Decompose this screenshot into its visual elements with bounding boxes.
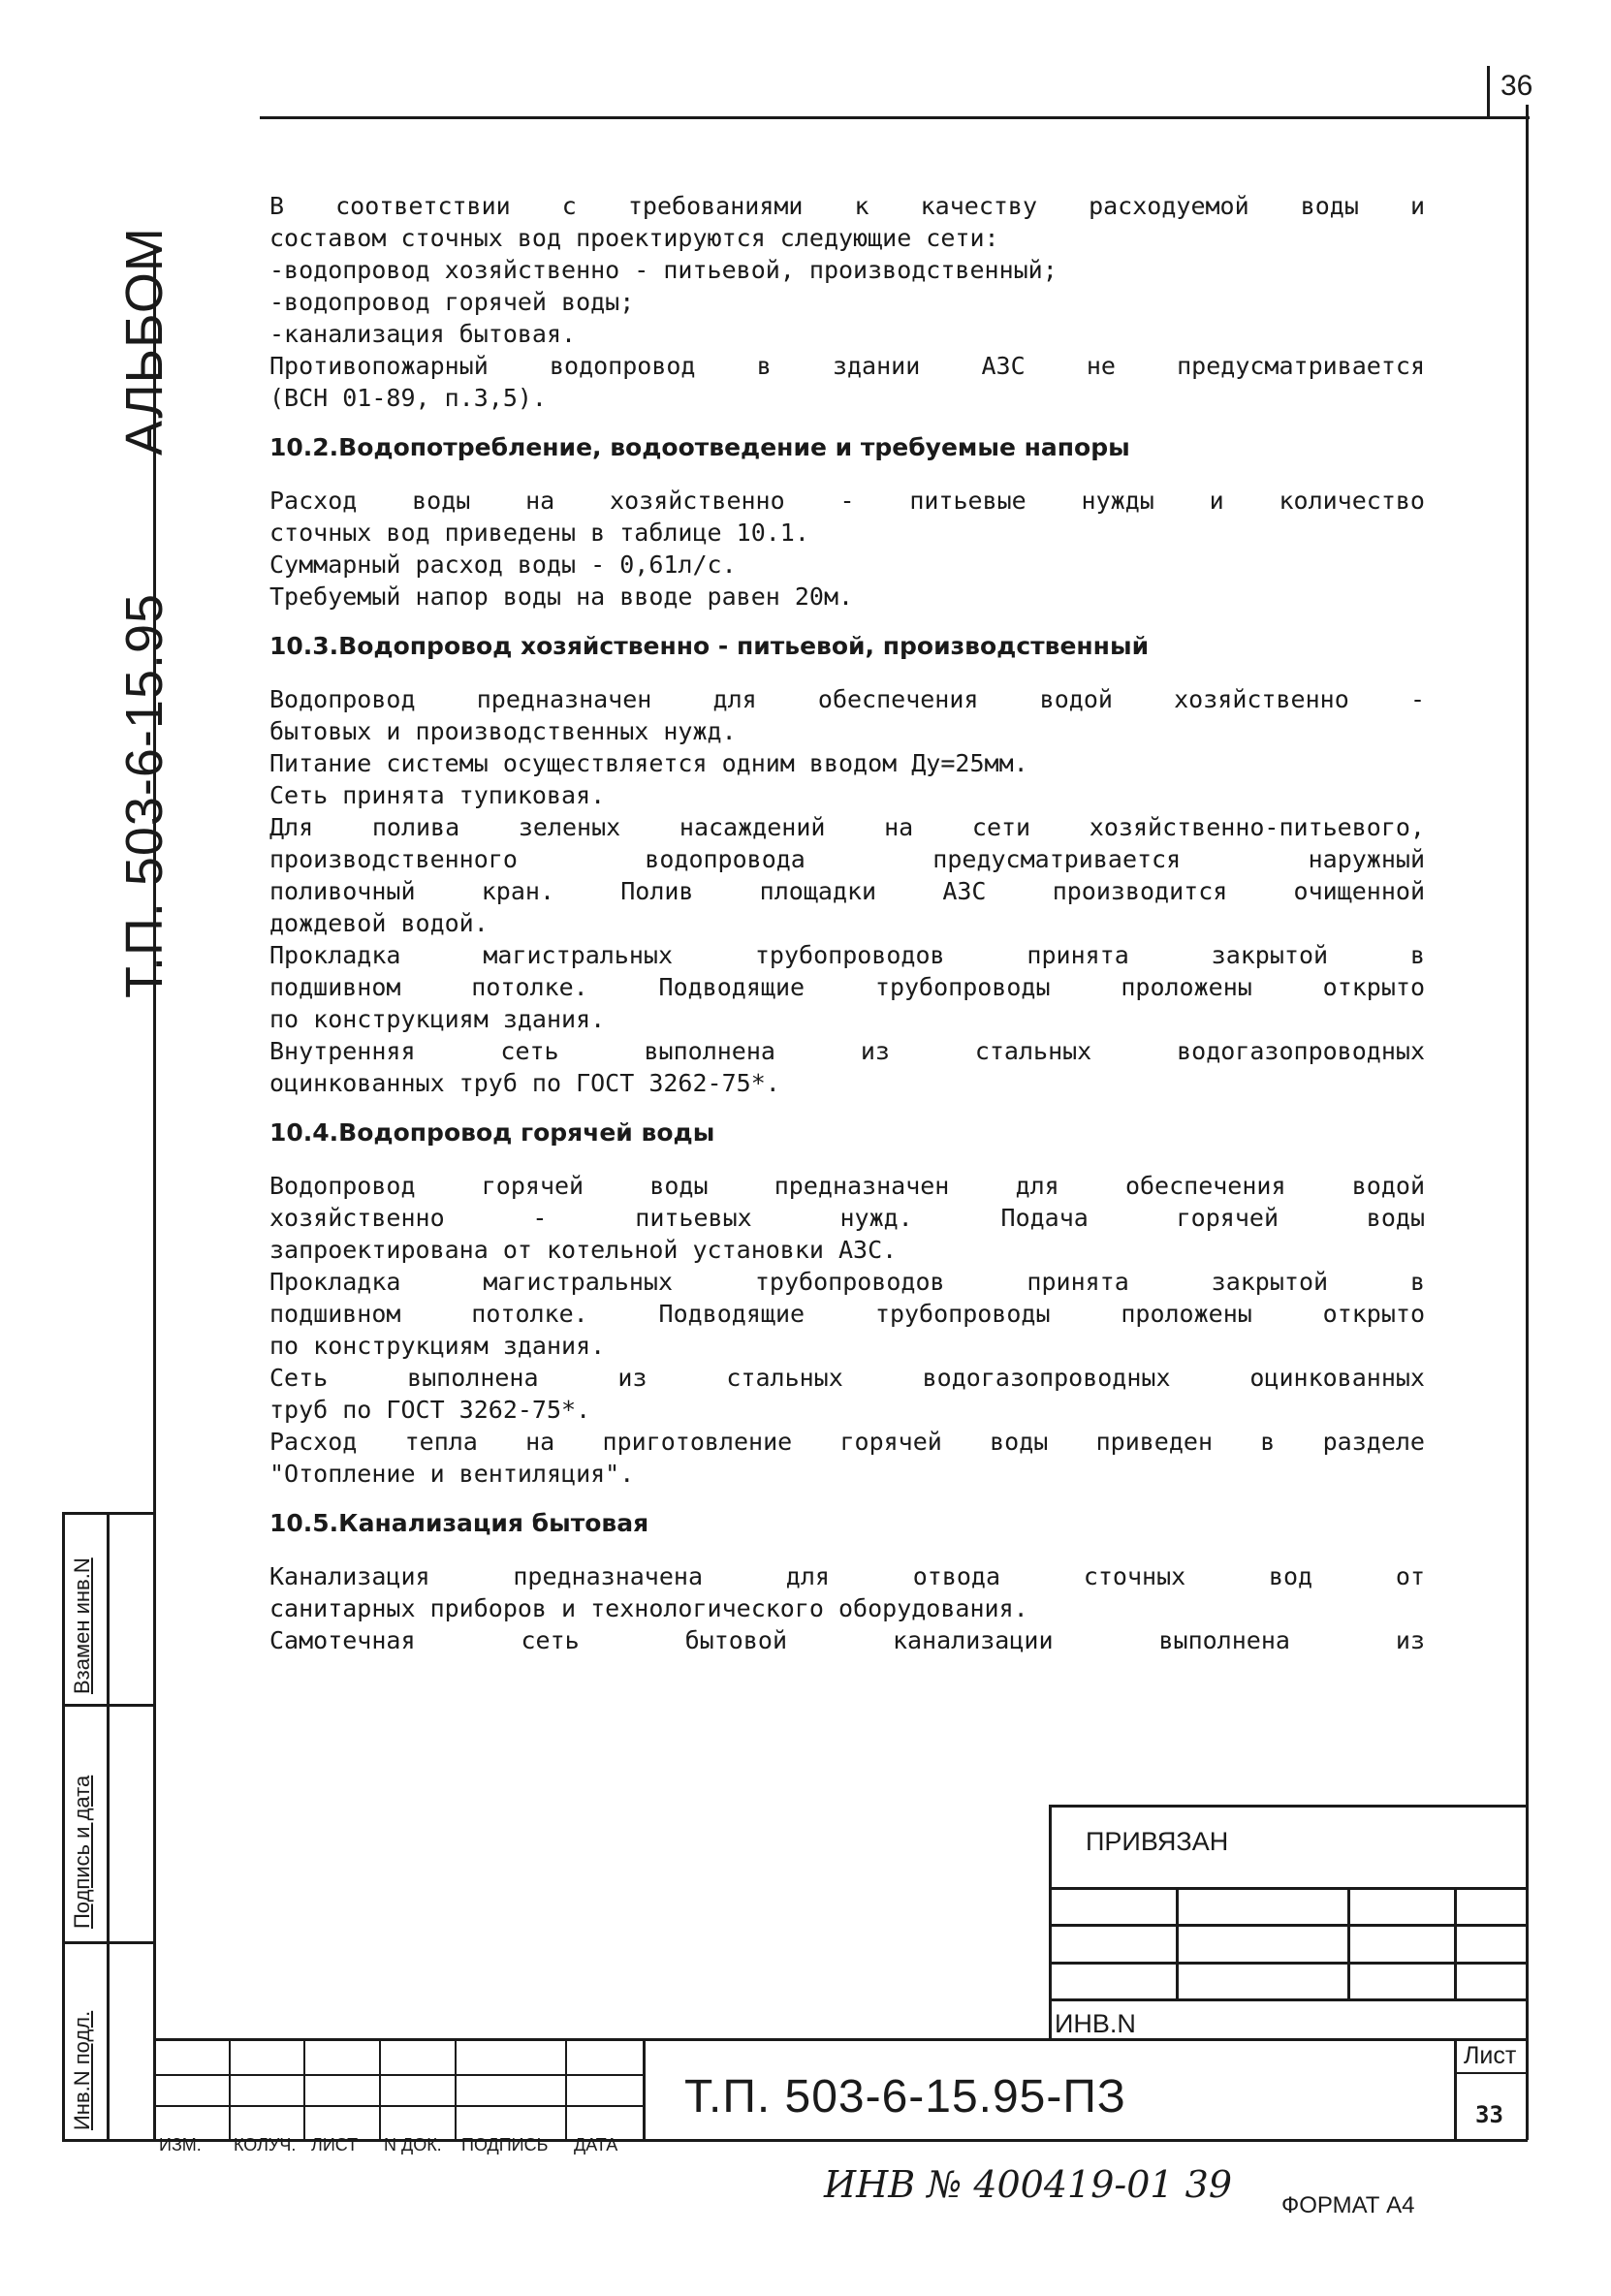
margin-mid-line	[107, 1512, 110, 2142]
handwritten-inventory: ИНВ № 400419-01 39	[824, 2163, 1233, 2206]
sheet-col-line	[1454, 2038, 1457, 2141]
rev-row-1	[153, 2074, 643, 2076]
text-line: Водопровод предназначен для обеспечения водой хозяйственно -	[269, 685, 1425, 713]
text-line: Самотечная сеть бытовой канализации выполнена из	[269, 1626, 1425, 1654]
rev-header-list: ЛИСТ	[311, 2135, 359, 2154]
text-line: подшивном потолке. Подводящие трубопроводы проложены открыто	[269, 973, 1425, 1001]
text-line: по конструкциям здания.	[269, 1332, 606, 1360]
privyazan-top-line	[1049, 1805, 1528, 1808]
text-line: труб по ГОСТ 3262-75*.	[269, 1396, 591, 1424]
text-line: Внутренняя сеть выполнена из стальных водогазопроводных	[269, 1037, 1425, 1065]
section-3-body	[269, 683, 1425, 1099]
rev-row-2	[153, 2105, 643, 2107]
frame-top-line	[260, 116, 1530, 119]
text-line: дождевой водой.	[269, 909, 489, 937]
text-line: подшивном потолке. Подводящие трубопроводы проложены открыто	[269, 1300, 1425, 1328]
frame-corner-tick	[1487, 66, 1490, 116]
sheet-corner-number: 36	[1500, 70, 1533, 102]
rev-col-2	[303, 2038, 305, 2141]
rev-col-4	[455, 2038, 457, 2141]
text-line: Требуемый напор воды на вводе равен 20м.	[269, 582, 854, 611]
stamp-replace-inv: Взамен инв.N	[70, 1557, 94, 1694]
text-line: санитарных приборов и технологического оборудования.	[269, 1594, 1028, 1622]
rev-header-podpis: ПОДПИСЬ	[461, 2135, 549, 2154]
title-block-top-line	[153, 2038, 1528, 2041]
text-line: Прокладка магистральных трубопроводов принята закрытой в	[269, 1268, 1425, 1296]
text-line: "Отопление и вентиляция".	[269, 1460, 635, 1488]
frame-right-line	[1526, 105, 1529, 2140]
text-line: запроектирована от котельной установки АЗС.	[269, 1236, 898, 1264]
section-heading: 10.3.Водопровод хозяйственно - питьевой, производственный	[269, 632, 1150, 660]
sheet-label: Лист	[1464, 2042, 1517, 2069]
privyazan-left-line	[1049, 1805, 1052, 2039]
inv-number-label: ИНВ.N	[1055, 2009, 1136, 2038]
text-line: Водопровод горячей воды предназначен для обеспечения водой	[269, 1172, 1425, 1200]
title-block-bottom-line	[153, 2139, 1528, 2142]
margin-outer-line	[62, 1512, 65, 2142]
margin-inner-line	[153, 247, 156, 2142]
privyazan-label: ПРИВЯЗАН	[1086, 1827, 1229, 1856]
text-line: сточных вод приведены в таблице 10.1.	[269, 519, 809, 547]
text-line: -водопровод горячей воды;	[269, 288, 635, 316]
stamp-sign-date: Подпись и дата	[70, 1775, 94, 1929]
text-line: бытовых и производственных нужд.	[269, 717, 737, 745]
privyazan-col-2	[1347, 1887, 1350, 2000]
text-line: Сеть принята тупиковая.	[269, 781, 606, 809]
margin-sep-2	[62, 1941, 155, 1944]
text-line: оцинкованных труб по ГОСТ 3262-75*.	[269, 1069, 780, 1097]
section-heading: 10.5.Канализация бытовая	[269, 1509, 649, 1537]
album-label: АЛЬБОМ	[115, 227, 174, 456]
text-line: составом сточных вод проектируются следующие сети:	[269, 224, 999, 252]
text-line: (ВСН 01-89, п.3,5).	[269, 384, 547, 412]
vertical-doc-code: Т.П. 503-6-15.95	[115, 592, 174, 998]
text-line: Сеть выполнена из стальных водогазопроводных оцинкованных	[269, 1364, 1425, 1392]
margin-sep-1	[62, 1704, 155, 1707]
rev-header-ndok: N ДОК.	[384, 2135, 442, 2154]
text-line: по конструкциям здания.	[269, 1005, 606, 1033]
privyazan-col-1	[1176, 1887, 1179, 2000]
text-line: производственного водопровода предусматривается наружный	[269, 845, 1425, 873]
text-line: Противопожарный водопровод в здании АЗС не предусматривается	[269, 352, 1425, 380]
stamp-inv-orig: Инв.N подл.	[70, 2010, 94, 2130]
privyazan-col-3	[1454, 1887, 1457, 2000]
margin-bottom-line	[62, 2139, 155, 2142]
text-line: -канализация бытовая.	[269, 320, 577, 348]
section-4-body	[269, 1170, 1425, 1490]
rev-header-izm: ИЗМ.	[159, 2135, 202, 2154]
document-body	[269, 190, 1425, 1656]
intro-block	[269, 190, 1425, 414]
sheet-number: 33	[1475, 2101, 1503, 2128]
text-line: Питание системы осуществляется одним вводом Ду=25мм.	[269, 749, 1028, 777]
text-line: Суммарный расход воды - 0,61л/с.	[269, 550, 737, 579]
rev-header-kolich: КОЛУЧ.	[234, 2135, 297, 2154]
rev-col-6	[643, 2038, 646, 2141]
section-heading: 10.4.Водопровод горячей воды	[269, 1118, 715, 1147]
text-line: В соответствии с требованиями к качеству расходуемой воды и	[269, 192, 1425, 220]
text-line: Расход воды на хозяйственно - питьевые нужды и количество	[269, 487, 1425, 515]
text-line: Канализация предназначена для отвода сточных вод от	[269, 1562, 1425, 1590]
text-line: Расход тепла на приготовление горячей воды приведен в разделе	[269, 1428, 1425, 1456]
rev-col-3	[379, 2038, 381, 2141]
text-line: Для полива зеленых насаждений на сети хозяйственно-питьевого,	[269, 813, 1425, 841]
rev-header-data: ДАТА	[574, 2135, 618, 2154]
margin-top-line	[62, 1512, 155, 1515]
sheet-row-line	[1454, 2072, 1528, 2074]
text-line: Прокладка магистральных трубопроводов принята закрытой в	[269, 941, 1425, 969]
rev-col-5	[565, 2038, 567, 2141]
document-code: Т.П. 503-6-15.95-ПЗ	[684, 2071, 1126, 2123]
text-line: хозяйственно - питьевых нужд. Подача горячей воды	[269, 1204, 1425, 1232]
format-label: ФОРМАТ А4	[1281, 2192, 1415, 2218]
rev-col-1	[229, 2038, 231, 2141]
text-line: -водопровод хозяйственно - питьевой, производственный;	[269, 256, 1058, 284]
section-2-body	[269, 485, 1425, 613]
text-line: поливочный кран. Полив площадки АЗС производится очищенной	[269, 877, 1425, 905]
section-heading: 10.2.Водопотребление, водоотведение и требуемые напоры	[269, 433, 1130, 461]
section-5-body	[269, 1560, 1425, 1656]
